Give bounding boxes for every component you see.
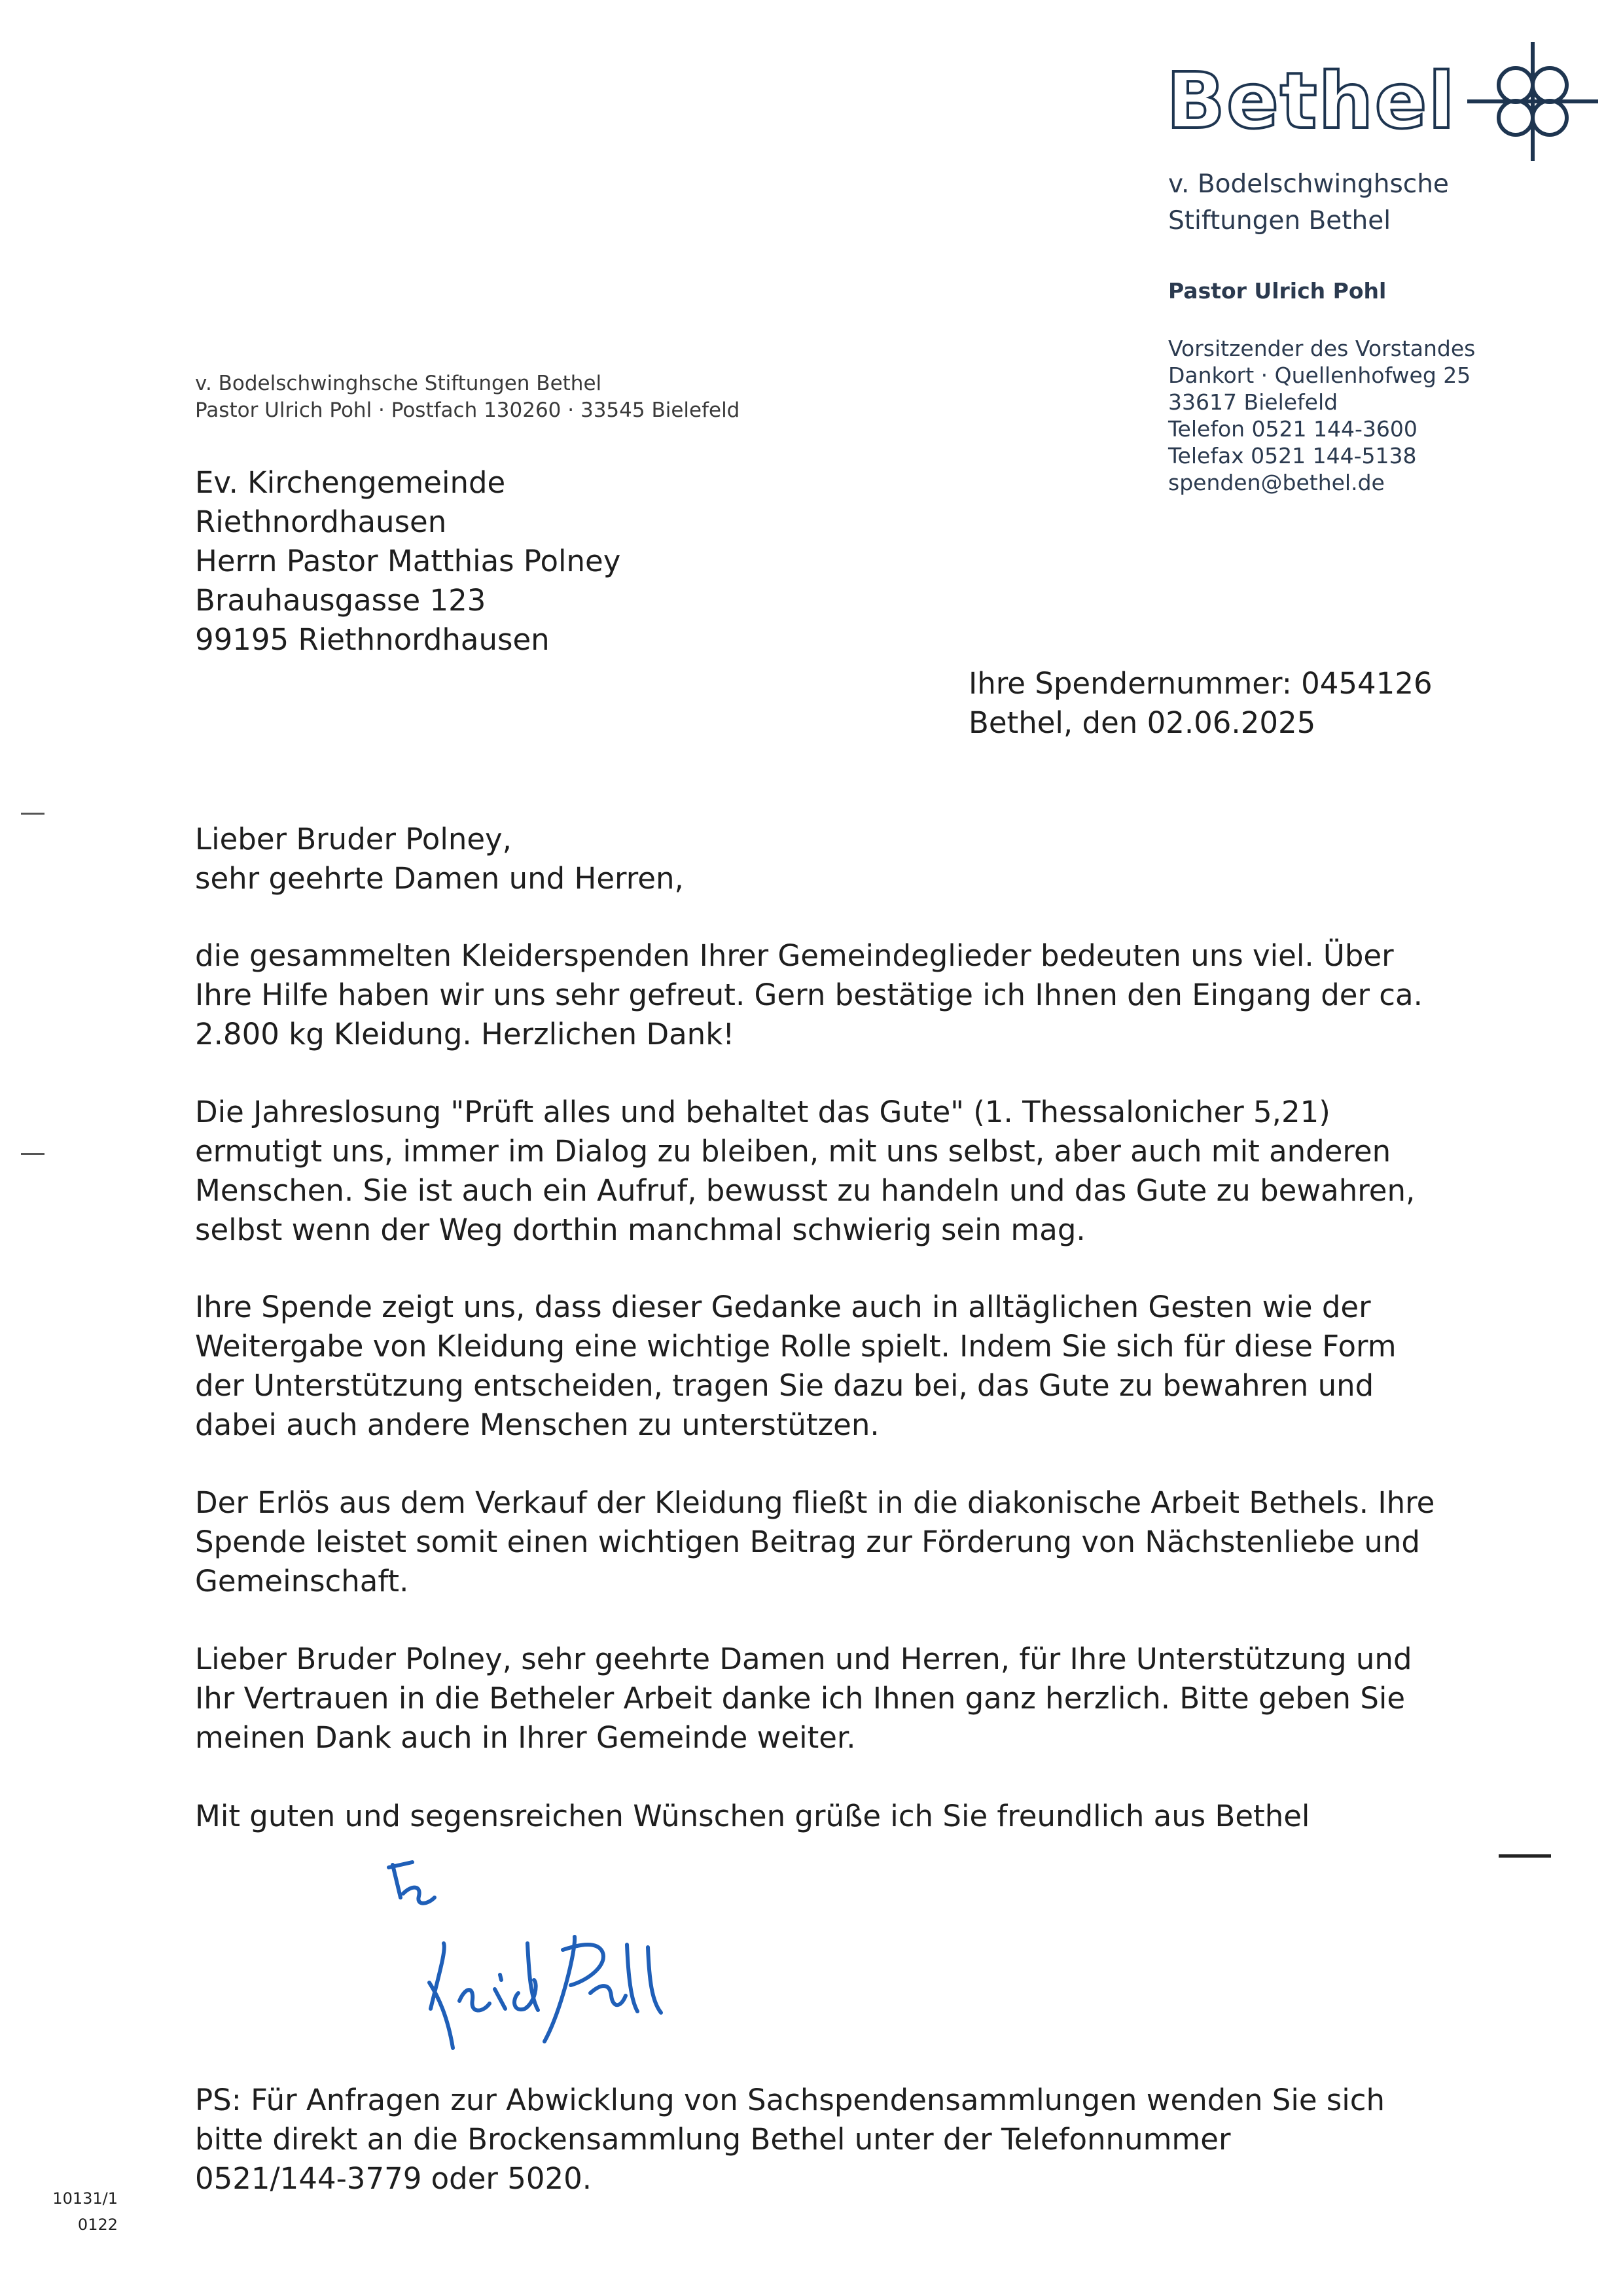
body-line: 2.800 kg Kleidung. Herzlichen Dank! <box>195 1017 735 1051</box>
body-line: Der Erlös aus dem Verkauf der Kleidung fließt in die diakonische Arbeit Bethels. Ihre <box>195 1485 1435 1520</box>
body-line: Menschen. Sie ist auch ein Aufruf, bewusst zu handeln und das Gute zu bewahren, <box>195 1173 1416 1208</box>
body-line: Ihre Spende zeigt uns, dass dieser Gedanke auch in alltäglichen Gesten wie der <box>195 1290 1371 1324</box>
fold-mark <box>21 1153 45 1155</box>
form-code-line: 0122 <box>77 2216 118 2234</box>
sender-return-address <box>195 370 740 424</box>
donor-number: Ihre Spendernummer: 0454126 <box>969 666 1433 701</box>
letter-date: Bethel, den 02.06.2025 <box>969 705 1316 740</box>
letterhead-pastor: Pastor Ulrich Pohl <box>1168 278 1387 304</box>
body-line: der Unterstützung entscheiden, tragen Sie dazu bei, das Gute zu bewahren und <box>195 1368 1374 1403</box>
org-name-line: v. Bodelschwinghsche <box>1168 169 1449 199</box>
salutation <box>195 820 684 898</box>
body-paragraph <box>195 936 1423 1054</box>
recipient-address <box>195 463 620 660</box>
recipient-line: Brauhausgasse 123 <box>195 583 486 618</box>
contact-email: spenden@bethel.de <box>1168 470 1385 495</box>
fold-mark <box>21 813 45 815</box>
form-code-line: 10131/1 <box>52 2189 118 2208</box>
body-line: die gesammelten Kleiderspenden Ihrer Gemeindeglieder bedeuten uns viel. Über <box>195 938 1394 973</box>
org-name-line: Stiftungen Bethel <box>1168 206 1391 236</box>
contact-line: 33617 Bielefeld <box>1168 389 1338 415</box>
body-paragraph <box>195 1093 1415 1250</box>
handwritten-signature <box>366 1845 733 2081</box>
bethel-logo-wordmark: Bethel <box>1166 56 1456 146</box>
body-line: Weitergabe von Kleidung eine wichtige Rolle spielt. Indem Sie sich für diese Form <box>195 1329 1397 1364</box>
salutation-line: sehr geehrte Damen und Herren, <box>195 861 684 896</box>
body-line: meinen Dank auch in Ihrer Gemeinde weiter. <box>195 1720 856 1755</box>
contact-line: Telefax 0521 144-5138 <box>1168 443 1417 468</box>
ps-line: bitte direkt an die Brockensammlung Bethel unter der Telefonnummer <box>195 2122 1231 2157</box>
body-line: Ihr Vertrauen in die Betheler Arbeit danke ich Ihnen ganz herzlich. Bitte geben Sie <box>195 1681 1406 1716</box>
punch-mark <box>1499 1854 1551 1858</box>
contact-line: Dankort · Quellenhofweg 25 <box>1168 362 1471 388</box>
closing-line: Mit guten und segensreichen Wünschen grüße ich Sie freundlich aus Bethel <box>195 1799 1310 1833</box>
body-line: selbst wenn der Weg dorthin manchmal schwierig sein mag. <box>195 1212 1086 1247</box>
body-line: ermutigt uns, immer im Dialog zu bleiben, mit uns selbst, aber auch mit anderen <box>195 1134 1391 1169</box>
postscript <box>195 2081 1385 2199</box>
body-line: Spende leistet somit einen wichtigen Beitrag zur Förderung von Nächstenliebe und <box>195 1525 1420 1559</box>
organization-name <box>1168 166 1449 239</box>
body-paragraph <box>195 1483 1435 1601</box>
body-line: Die Jahreslosung "Prüft alles und behaltet das Gute" (1. Thessalonicher 5,21) <box>195 1095 1330 1129</box>
bethel-cross-logo-icon <box>1461 39 1605 164</box>
recipient-line: Herrn Pastor Matthias Polney <box>195 544 621 578</box>
form-code <box>52 2185 118 2238</box>
body-line: Lieber Bruder Polney, sehr geehrte Damen und Herren, für Ihre Unterstützung und <box>195 1642 1412 1676</box>
sender-line: v. Bodelschwinghsche Stiftungen Bethel <box>195 372 602 395</box>
body-line: dabei auch andere Menschen zu unterstützen. <box>195 1407 880 1442</box>
ps-line: 0521/144-3779 oder 5020. <box>195 2161 592 2196</box>
letterhead-contact <box>1168 335 1475 496</box>
ps-line: PS: Für Anfragen zur Abwicklung von Sachspendensammlungen wenden Sie sich <box>195 2083 1385 2117</box>
body-paragraph <box>195 1288 1397 1445</box>
recipient-line: Riethnordhausen <box>195 504 447 539</box>
recipient-line: Ev. Kirchengemeinde <box>195 465 506 500</box>
salutation-line: Lieber Bruder Polney, <box>195 822 512 857</box>
reference-block <box>969 664 1433 743</box>
contact-line: Telefon 0521 144-3600 <box>1168 416 1418 442</box>
body-line: Ihre Hilfe haben wir uns sehr gefreut. Gern bestätige ich Ihnen den Eingang der ca. <box>195 978 1423 1012</box>
body-line: Gemeinschaft. <box>195 1564 409 1598</box>
body-paragraph <box>195 1640 1412 1757</box>
recipient-line: 99195 Riethnordhausen <box>195 622 550 657</box>
contact-line: Vorsitzender des Vorstandes <box>1168 336 1476 361</box>
sender-line: Pastor Ulrich Pohl · Postfach 130260 · 33545 Bielefeld <box>195 398 740 422</box>
